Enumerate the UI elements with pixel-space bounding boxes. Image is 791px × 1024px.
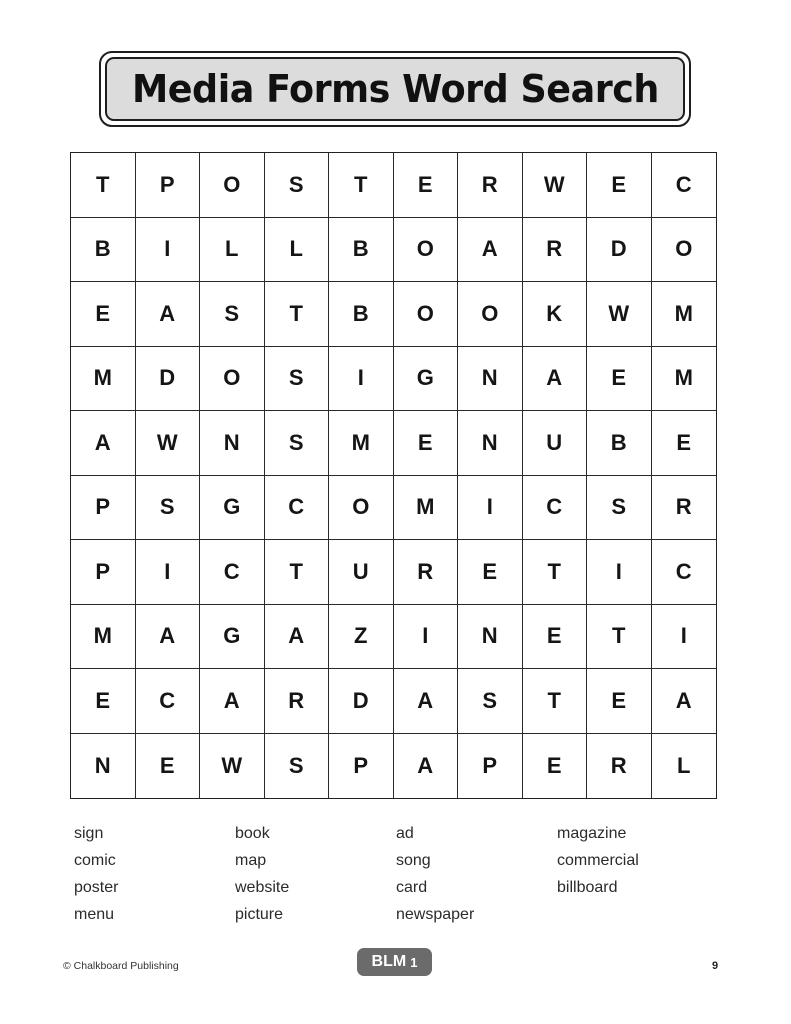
- word-list-item: ad: [396, 825, 414, 842]
- grid-cell[interactable]: N: [458, 411, 523, 476]
- grid-cell[interactable]: A: [458, 218, 523, 283]
- title-banner: [99, 51, 691, 127]
- grid-cell[interactable]: I: [587, 540, 652, 605]
- grid-cell[interactable]: A: [265, 605, 330, 670]
- word-list-item: magazine: [557, 825, 627, 842]
- grid-cell[interactable]: G: [394, 347, 459, 412]
- grid-cell[interactable]: N: [458, 347, 523, 412]
- grid-cell[interactable]: A: [394, 669, 459, 734]
- grid-cell[interactable]: E: [587, 669, 652, 734]
- blm-badge: [357, 948, 432, 976]
- grid-cell[interactable]: O: [458, 282, 523, 347]
- grid-cell[interactable]: I: [652, 605, 717, 670]
- grid-cell[interactable]: D: [587, 218, 652, 283]
- grid-cell[interactable]: C: [136, 669, 201, 734]
- grid-cell[interactable]: K: [523, 282, 588, 347]
- page-number: 9: [712, 960, 719, 972]
- grid-cell[interactable]: M: [71, 347, 136, 412]
- word-list-item: book: [235, 825, 270, 842]
- grid-cell[interactable]: R: [458, 153, 523, 218]
- grid-cell[interactable]: P: [458, 734, 523, 799]
- grid-cell[interactable]: B: [587, 411, 652, 476]
- grid-cell[interactable]: T: [265, 282, 330, 347]
- grid-cell[interactable]: A: [136, 605, 201, 670]
- grid-cell[interactable]: S: [458, 669, 523, 734]
- grid-cell[interactable]: O: [394, 218, 459, 283]
- grid-cell[interactable]: D: [329, 669, 394, 734]
- grid-cell[interactable]: E: [523, 734, 588, 799]
- grid-cell[interactable]: E: [71, 669, 136, 734]
- grid-cell[interactable]: S: [265, 153, 330, 218]
- grid-cell[interactable]: S: [265, 734, 330, 799]
- word-list-item: song: [396, 852, 431, 869]
- grid-cell[interactable]: G: [200, 476, 265, 541]
- word-list-item: map: [235, 852, 267, 869]
- grid-cell[interactable]: E: [136, 734, 201, 799]
- grid-cell[interactable]: E: [587, 153, 652, 218]
- grid-cell[interactable]: L: [200, 218, 265, 283]
- word-list-item: newspaper: [396, 906, 475, 923]
- grid-cell[interactable]: O: [329, 476, 394, 541]
- grid-cell[interactable]: I: [329, 347, 394, 412]
- grid-cell[interactable]: N: [200, 411, 265, 476]
- grid-cell[interactable]: A: [394, 734, 459, 799]
- grid-cell[interactable]: T: [329, 153, 394, 218]
- grid-cell[interactable]: O: [200, 153, 265, 218]
- grid-cell[interactable]: T: [71, 153, 136, 218]
- grid-cell[interactable]: O: [652, 218, 717, 283]
- grid-cell[interactable]: R: [652, 476, 717, 541]
- copyright-text: © Chalkboard Publishing: [63, 960, 179, 972]
- word-list-column: [235, 820, 396, 928]
- grid-cell[interactable]: P: [71, 476, 136, 541]
- grid-cell[interactable]: A: [200, 669, 265, 734]
- grid-cell[interactable]: T: [523, 669, 588, 734]
- grid-cell[interactable]: T: [587, 605, 652, 670]
- grid-cell[interactable]: R: [523, 218, 588, 283]
- grid-cell[interactable]: I: [394, 605, 459, 670]
- grid-cell[interactable]: R: [394, 540, 459, 605]
- grid-cell[interactable]: P: [136, 153, 201, 218]
- word-list-column: [74, 820, 235, 928]
- grid-cell[interactable]: P: [71, 540, 136, 605]
- grid-cell[interactable]: U: [523, 411, 588, 476]
- grid-cell[interactable]: S: [200, 282, 265, 347]
- grid-cell[interactable]: D: [136, 347, 201, 412]
- word-list-item: commercial: [557, 852, 639, 869]
- grid-cell[interactable]: M: [652, 282, 717, 347]
- grid-cell[interactable]: E: [71, 282, 136, 347]
- grid-cell[interactable]: G: [200, 605, 265, 670]
- grid-cell[interactable]: L: [677, 752, 691, 778]
- word-list-item: comic: [74, 852, 116, 869]
- grid-cell[interactable]: S: [265, 411, 330, 476]
- grid-cell[interactable]: A: [136, 282, 201, 347]
- blm-badge-label: BLM: [371, 953, 407, 970]
- grid-cell[interactable]: E: [458, 540, 523, 605]
- grid-cell[interactable]: S: [587, 476, 652, 541]
- grid-cell[interactable]: A: [523, 347, 588, 412]
- grid-cell[interactable]: B: [329, 218, 394, 283]
- grid-cell[interactable]: W: [523, 153, 588, 218]
- word-list-column: [557, 820, 718, 928]
- grid-cell[interactable]: W: [136, 411, 201, 476]
- grid-cell[interactable]: N: [71, 734, 136, 799]
- grid-cell[interactable]: T: [523, 540, 588, 605]
- grid-cell[interactable]: C: [652, 153, 717, 218]
- grid-cell[interactable]: N: [458, 605, 523, 670]
- grid-cell[interactable]: I: [458, 476, 523, 541]
- word-list-column: [396, 820, 557, 928]
- grid-cell[interactable]: W: [200, 734, 265, 799]
- grid-cell[interactable]: O: [394, 282, 459, 347]
- grid-cell[interactable]: W: [587, 282, 652, 347]
- grid-cell[interactable]: P: [329, 734, 394, 799]
- grid-cell[interactable]: M: [394, 476, 459, 541]
- grid-cell[interactable]: O: [200, 347, 265, 412]
- grid-cell[interactable]: B: [329, 282, 394, 347]
- word-list-item: billboard: [557, 879, 618, 896]
- grid-cell[interactable]: E: [587, 347, 652, 412]
- grid-cell[interactable]: L: [265, 218, 330, 283]
- grid-cell[interactable]: T: [265, 540, 330, 605]
- grid-cell[interactable]: Z: [329, 605, 394, 670]
- grid-cell[interactable]: U: [329, 540, 394, 605]
- word-search-grid: [70, 152, 717, 799]
- grid-cell[interactable]: E: [523, 605, 588, 670]
- grid-cell[interactable]: A: [71, 411, 136, 476]
- grid-cell[interactable]: M: [71, 605, 136, 670]
- grid-cell[interactable]: C: [200, 540, 265, 605]
- grid-cell[interactable]: S: [136, 476, 201, 541]
- grid-cell[interactable]: E: [394, 411, 459, 476]
- word-list-item: website: [235, 879, 290, 896]
- grid-cell[interactable]: B: [71, 218, 136, 283]
- blm-badge-number: 1: [410, 954, 418, 970]
- grid-cell[interactable]: C: [265, 476, 330, 541]
- word-list-item: menu: [74, 906, 115, 923]
- grid-cell[interactable]: M: [652, 347, 717, 412]
- grid-cell[interactable]: A: [652, 669, 717, 734]
- grid-cell[interactable]: C: [523, 476, 588, 541]
- grid-cell[interactable]: R: [265, 669, 330, 734]
- grid-cell[interactable]: C: [652, 540, 717, 605]
- word-list-item: card: [396, 879, 428, 896]
- grid-cell[interactable]: E: [652, 411, 717, 476]
- word-list: [74, 820, 724, 928]
- grid-cell[interactable]: E: [394, 153, 459, 218]
- grid-cell[interactable]: I: [136, 218, 201, 283]
- grid-cell[interactable]: I: [136, 540, 201, 605]
- grid-cell[interactable]: M: [329, 411, 394, 476]
- word-list-item: sign: [74, 825, 104, 842]
- title-banner-inner: [105, 57, 685, 121]
- grid-cell[interactable]: R: [587, 734, 652, 799]
- word-list-item: poster: [74, 879, 119, 896]
- page-title: Media Forms Word Search: [131, 67, 659, 111]
- word-list-item: picture: [235, 906, 284, 923]
- grid-cell[interactable]: S: [265, 347, 330, 412]
